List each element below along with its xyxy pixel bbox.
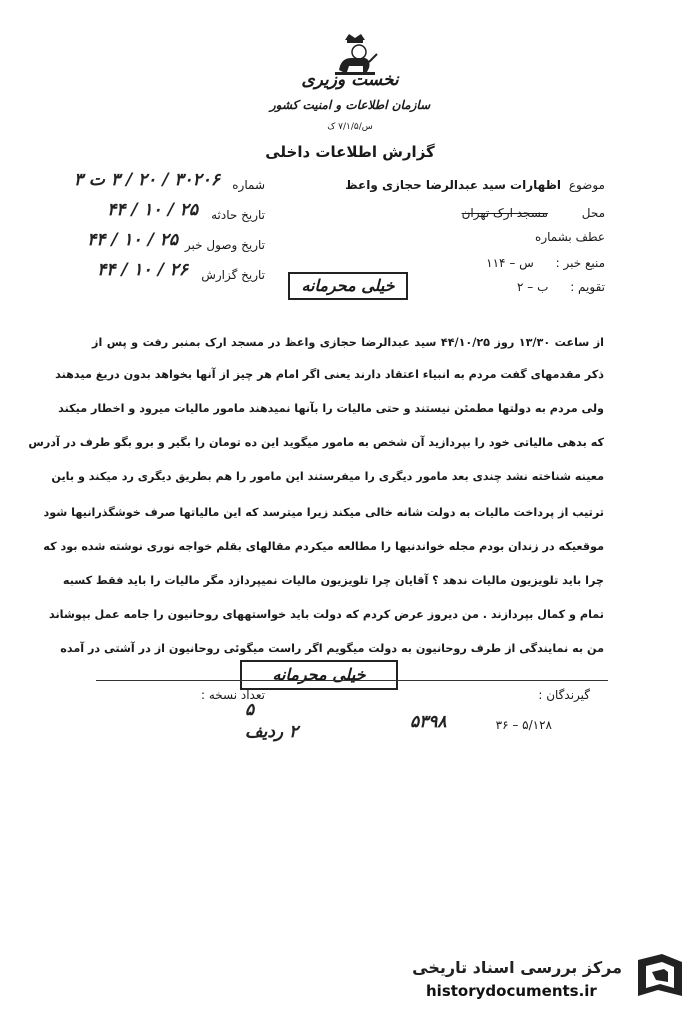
receive-date-label: تاریخ وصول خبر [184,238,265,252]
copies-label: تعداد نسخه : [200,688,265,702]
source-label: منبع خبر : [555,256,605,270]
rating-label: تقویم : [570,280,605,294]
divider [96,680,608,681]
rating-value: ب – ۲ [516,280,549,294]
archive-logo-icon [632,950,688,1002]
classification-stamp-top: خیلی محرمانه [288,272,408,300]
body-line: معینه شناخته نشد چندی بعد مامور دیگری را میفرستند این مامور را هم بطریق دیگری رد میکند و باین [51,470,604,483]
receive-date-value: ۲۵ / ۱۰ / ۴۴ [87,230,178,250]
document-code: ۵۳۹۸ [410,712,447,732]
number-value: ۳۰۲۰۶ / ۲۰ / ۳ ت ۳ [73,170,220,190]
report-date-label: تاریخ گزارش [201,268,265,282]
place-label: محل [581,206,605,220]
source-field [486,256,605,270]
body-line: ذکر مقدمهای گفت مردم به انبیاء اعتقاد دارند یعنی اگر امام هر چیز از آنها بخواهد بدون دریغ میدهند [55,368,604,381]
event-date-value: ۲۵ / ۱۰ / ۴۴ [107,200,198,220]
watermark-text: مرکز بررسی اسناد تاریخی [412,958,622,977]
recipients-label: گیرندگان : [538,688,590,702]
letterhead-organization: سازمان اطلاعات و امنیت کشور [269,98,431,112]
body-line: موقعیکه در زندان بودم مجله خواندنیها را مطالعه میکردم مقالهای بقلم خواجه نوری نوشته شده بود که [43,540,604,553]
body-line: ترتیب از پرداخت مالیات به دولت شانه خالی میکند زیرا میترسد که این مالیاتها صرف خوشگذرانیها شود [43,506,604,519]
report-date-value: ۲۶ / ۱۰ / ۴۴ [97,260,188,280]
letterhead-code: س/۷/۱/۵ ک [327,122,373,132]
letterhead-office: نخست وزیری [301,70,399,90]
body-line: از ساعت ۱۳/۳۰ روز ۴۴/۱۰/۲۵ سید عبدالرضا حجازی واعظ در مسجد ارک بمنبر رفت و پس از [92,336,605,349]
handwritten-note-2: ۲ ردیف [245,722,299,742]
body-line: که بدهی مالیاتی خود را بپردازید آن شخص به مامور میگوید این ده تومان را بگیر و برو بگو طرف در آدرس [28,436,604,449]
watermark-url: historydocuments.ir [426,982,597,1000]
document-title: گزارش اطلاعات داخلی [265,143,435,161]
body-line: ولی مردم به دولتها مطمئن نیستند و حتی مالیات را بآنها نمیدهند مامور مالیات میرود و اخطار میکند [58,402,604,415]
event-date-label: تاریخ حادثه [211,208,265,222]
source-value: س – ۱۱۴ [486,256,534,270]
place-field [462,206,605,220]
body-line: تمام و کمال بپردازند . من دیروز عرض کردم که دولت باید خواستههای روحانیون را جامه عمل بپوشاند [49,608,604,621]
rating-field [517,280,605,294]
handwritten-note-1: ۵ [245,700,255,720]
classification-stamp-bottom: خیلی محرمانه [240,660,398,690]
number-label: شماره [232,178,265,192]
place-value: مسجد ارک تهران [461,206,548,220]
body-line: من به نمایندگی از طرف روحانیون به دولت میگویم اگر راست میگوئی روحانیون از در آشتی در آمده [60,642,604,655]
attach-field [535,230,605,244]
subject-label: موضوع [568,178,605,192]
subject-value: اظهارات سید عبدالرضا حجازی واعظ [345,178,561,192]
subject-field [345,178,605,192]
attach-label: عطف بشماره [535,230,605,244]
body-line: چرا باید تلویزیون مالیات ندهد ؟ آقایان چرا تلویزیون مالیات نمیپردازد مگر مالیات را باید فقط کسبه [62,574,604,587]
document-reference: ۵/۱۲۸ – ۳۶ [495,718,552,732]
